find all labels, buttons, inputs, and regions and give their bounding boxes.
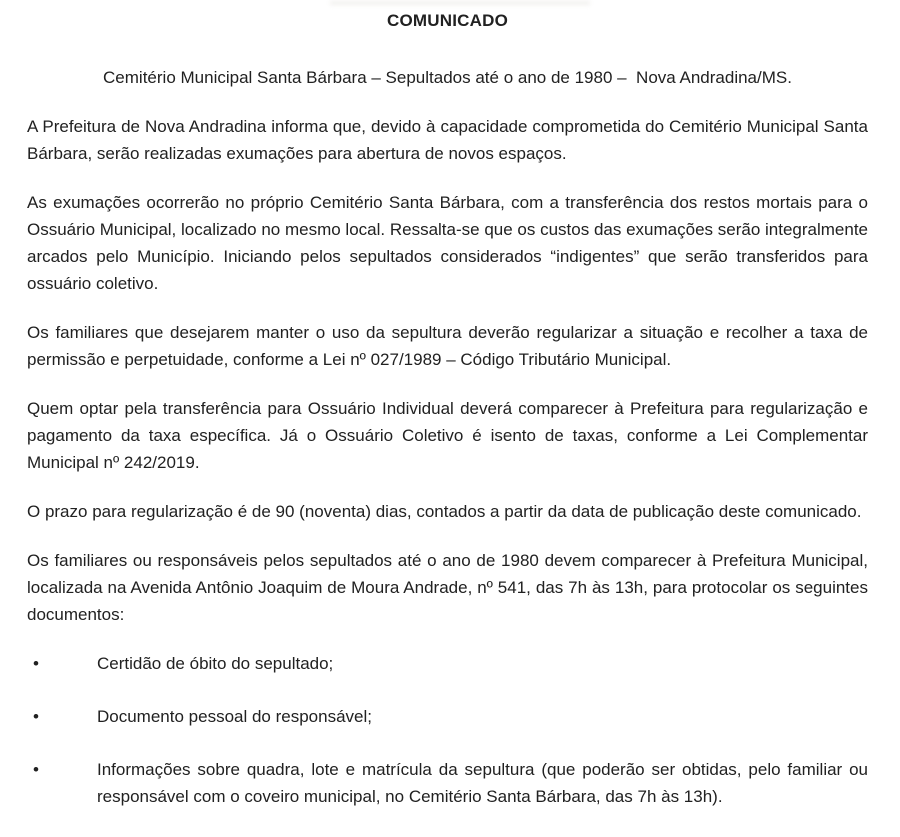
paragraph-ossuary-options: Quem optar pela transferência para Ossuário Individual deverá comparecer à Prefeitura para regularização e pagamento da taxa específica. Já o Ossuário Coletivo é isento de taxas, conforme a Lei Complementar Municipal nº 242/2019. (27, 399, 868, 472)
bullet-icon: • (33, 707, 39, 726)
bullet-icon: • (33, 760, 39, 779)
required-documents-list (27, 650, 868, 810)
paragraph-exhumation-details: As exumações ocorrerão no próprio Cemitério Santa Bárbara, com a transferência dos restos mortais para o Ossuário Municipal, localizado no mesmo local. Ressalta-se que os custos das exumações serão integralmente arcados pelo Município. Iniciando pelos sepultados considerados “indigentes” que serão transferidos para ossuário coletivo. (27, 193, 868, 293)
paragraph-fee-regularization: Os familiares que desejarem manter o uso da sepultura deverão regularizar a situação e recolher a taxa de permissão e perpetuidade, conforme a Lei nº 027/1989 – Código Tributário Municipal. (27, 323, 868, 369)
document-subtitle: Cemitério Municipal Santa Bárbara – Sepultados até o ano de 1980 – Nova Andradina/MS. (103, 68, 792, 87)
list-item (27, 756, 868, 810)
paragraph-deadline: O prazo para regularização é de 90 (noventa) dias, contados a partir da data de publicação deste comunicado. (27, 502, 862, 521)
list-item (27, 703, 868, 730)
paragraph-intro: A Prefeitura de Nova Andradina informa que, devido à capacidade comprometida do Cemitério Municipal Santa Bárbara, serão realizadas exumações para abertura de novos espaços. (27, 117, 868, 163)
list-item-text: Informações sobre quadra, lote e matrícula da sepultura (que poderão ser obtidas, pelo familiar ou responsável com o coveiro municipal, no Cemitério Santa Bárbara, das 7h às 13h). (97, 760, 868, 806)
document-title: COMUNICADO (387, 11, 508, 30)
list-item-text: Documento pessoal do responsável; (97, 707, 372, 726)
cropped-text-artifact (330, 1, 590, 5)
list-item-text: Certidão de óbito do sepultado; (97, 654, 334, 673)
list-item (27, 650, 868, 677)
bullet-icon: • (33, 654, 39, 673)
paragraph-required-documents-intro: Os familiares ou responsáveis pelos sepultados até o ano de 1980 devem comparecer à Prefeitura Municipal, localizada na Avenida Antônio Joaquim de Moura Andrade, nº 541, das 7h às 13h, para protocolar os seguintes documentos: (27, 551, 868, 624)
